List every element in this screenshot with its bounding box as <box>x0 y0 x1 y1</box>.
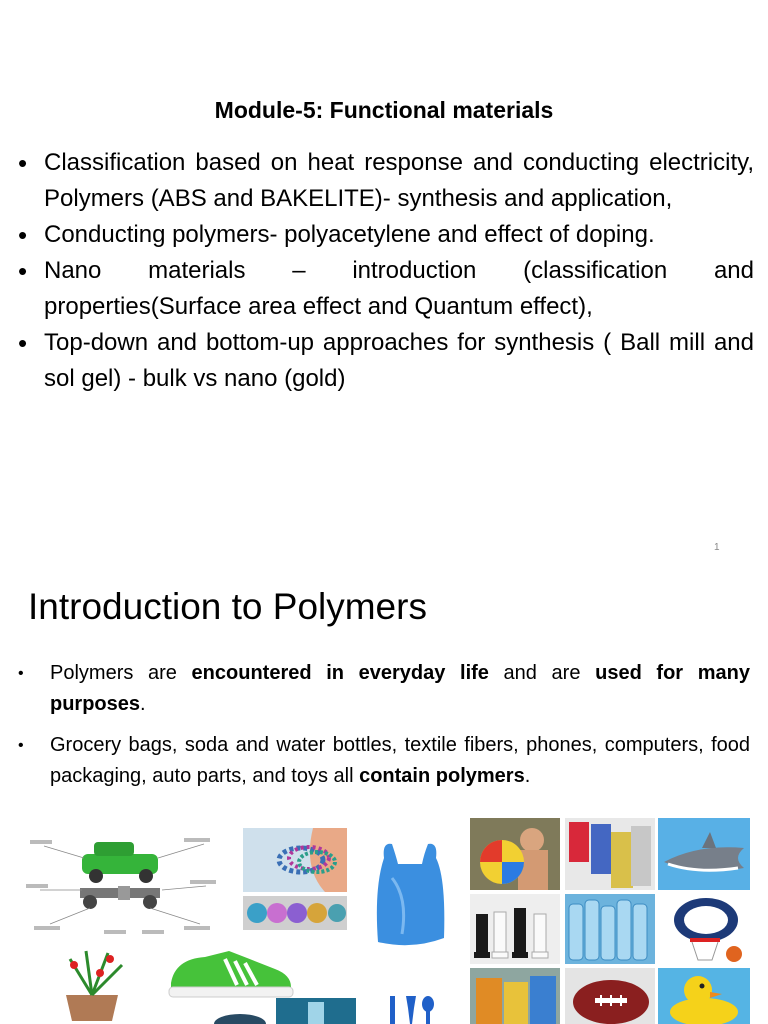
bullet-item <box>18 730 750 792</box>
plastic-bag-image <box>372 838 448 950</box>
rubber-duck-float-image <box>658 968 750 1024</box>
bullet-text: . <box>524 765 531 787</box>
slide-title: Introduction to Polymers <box>28 586 427 627</box>
inflatable-shark-image <box>658 818 750 890</box>
plastic-bottle-photo-image <box>276 998 356 1024</box>
beach-ball-image <box>470 818 560 890</box>
car-parts-image <box>24 824 224 942</box>
page-number: 1 <box>714 542 720 553</box>
bullet-list <box>18 658 750 802</box>
bullet-list <box>18 145 754 397</box>
bullet-text: Grocery bags, soda and water bottles, textile fibers, phones, computers, food packaging, auto parts, and toys all <box>50 734 750 787</box>
potted-plant-image <box>50 945 134 1024</box>
bullet-emphasis: used for many purposes <box>50 662 750 715</box>
colored-bags-image <box>565 818 655 890</box>
bullet-item: • Classification based on heat response and conducting electricity, Polymers (ABS and BAKELITE)- synthesis and application, <box>18 145 754 217</box>
chess-pieces-image <box>470 894 560 964</box>
bullet-item: • Top-down and bottom-up approaches for synthesis ( Ball mill and sol gel) - bulk vs nano (gold) <box>18 325 754 397</box>
green-sneaker-image <box>165 939 295 1005</box>
football-image <box>565 968 655 1024</box>
slide-title: Module-5: Functional materials <box>214 97 554 123</box>
bullet-emphasis: encountered in everyday life <box>191 662 489 684</box>
bullet-text: Polymers are <box>50 662 192 684</box>
bullet-text: and are <box>488 662 596 684</box>
adirondack-chairs-image <box>470 968 560 1024</box>
bullet-emphasis: contain polymers <box>359 765 525 787</box>
plastic-container-image <box>210 1008 270 1024</box>
plastic-cutlery-image <box>376 996 446 1024</box>
bullet-item: • Nano materials – introduction (classification and properties(Surface area effect and Quantum effect), <box>18 253 754 325</box>
bullet-item <box>18 658 750 720</box>
bullet-text: . <box>140 693 146 715</box>
beads-image <box>243 896 347 930</box>
bracelets-image <box>243 828 347 892</box>
bullet-item: • Conducting polymers- polyacetylene and effect of doping. <box>18 217 754 253</box>
water-bottles-image <box>565 894 655 964</box>
slide-introduction-to-polymers <box>0 562 768 1024</box>
basketball-hoop-image <box>658 894 750 964</box>
